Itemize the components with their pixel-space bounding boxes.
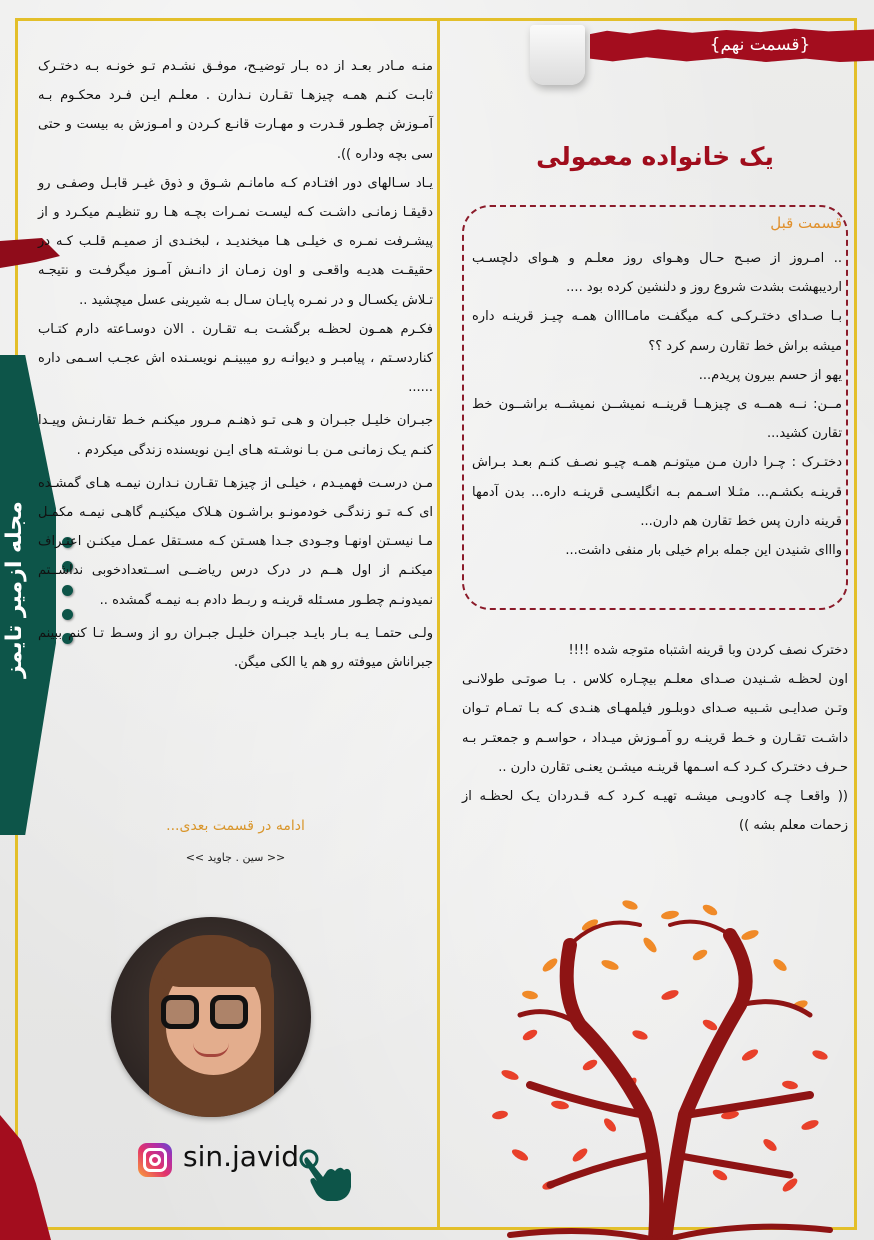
instagram-icon[interactable] [138, 1143, 172, 1177]
paragraph: مـن درسـت فهمیـدم ، خیلـی از چیزهـا تقـارن نـدارن نیمـه هـای گمشـده ای کـه تـو زندگـی خودمونـو براشـون هـلاک میکنیـم گاهـی نیمـه مکمـل مـا نیسـتن اونهـا وجـودی جـدا هسـتن کـه مسـتقل عمـل میکنـن اعتـراف میکنـم از اول هــم در درک درس ریاضــی اســتعدادخوبی نداشــتم نمیدونـم چطـور مسـئله قرینـه و ربـط دادم بـه نیمـه گمشده .. [38, 475, 433, 608]
author-signature: << سین . جاوید >> [185, 851, 286, 864]
instagram-handle-link[interactable]: sin.javid [183, 1140, 300, 1173]
paragraph: مــن: نــه همــه ی چیزهــا قرینــه نمیشــن نمیشــه براشــون خط تقارن کشید... [472, 397, 842, 442]
hand-pointer-icon [297, 1147, 353, 1203]
paragraph: (( واقعـا چـه کادویـی میشـه تهیـه کـرد کـه قـدردان یـک لحظـه از زحمات معلم بشه )) [462, 789, 848, 834]
paragraph: اون لحظـه شـنیدن صـدای معلـم بیچـاره کلاس . بـا صوتـی طولانـی وتـن صدایـی شـبیه صـدای دوبلـور فیلمهـای هنـدی کـه بـا تمـام تـوان داشـت تقـارن و خـط قرینـه رو آمـوزش میـداد ، حواسـم و جمعتـر بـه حـرف دختـرک کـرد کـه اسـمها قرینـه میشـن یعنـی تقارن دارن .. [462, 672, 848, 775]
paragraph: یـاد سـالهای دور افتـادم کـه مامانـم شـوق و ذوق غیـر قابـل وصفـی رو دقیقـا زمانـی داشـت کـه لیسـت نمـرات بچـه هـا رو تنظیـم میکـرد و از پیشـرفت نمـره ی خیلـی هـا میخندیـد ، لبخنـدی از صمیـم قلـب کـه در حقیقـت هدیـه واقعـی و اون زمـان از دانـش آمـوز میگرفـت و نتیجـه تـلاش یکسـال و در نمـره پایـان سـال بـه شیرینی عسل میچشید .. [38, 175, 433, 308]
tree-illustration [470, 885, 850, 1240]
paragraph: دختـرک : چـرا دارن مـن میتونـم همـه چیـو نصـف کنـم بعـد بـراش قرینـه بکشـم... مثـلا اسـمم بـه انگلیسـی قرینـه داره... بدن آدمها قرینه دارن پس خط تقارن هم دارن... [472, 455, 842, 529]
right-column-text [462, 636, 848, 840]
paragraph: منـه مـادر بعـد از ده بـار توضیـح، موفـق نشـدم تـو خونـه بـه دختـرک ثابـت کنـم همـه چیزهـا تقـارن نـدارن . معلـم ایـن فـرد محکـوم بـه آمـوزش چطـور قـدرت و مهـارت قانـع کـردن و امـوزش به بیست و حتی سی بچه وداره )). [38, 59, 433, 162]
previous-episode-text [472, 244, 842, 565]
continue-next-episode: ادامه در قسمت بعدی... [166, 818, 305, 834]
left-column-text [38, 52, 433, 677]
paragraph: بـا صـدای دختـرکـی کـه میگفـت مامـاااان همـه چیـز قرینـه داره میشه براش خط تقارن رسم کرد ؟؟ [472, 309, 842, 354]
magazine-name: مجله ازمیر تایمز [2, 501, 27, 679]
author-avatar [111, 917, 311, 1117]
paper-curl-decoration [530, 25, 585, 85]
story-title: یک خانواده معمولی [536, 142, 774, 171]
paragraph: جبـران خلیـل جبـران و هـی تـو ذهنـم مـرور میکنـم خـط تقارنـش وپیـدا کنـم یـک زمانـی مـن بـا نوشـته هـای ایـن نویسنده زندگی میکردم . [38, 413, 433, 458]
paragraph: .. امـروز از صبـح حـال وهـوای روز معلـم و هـوای دلچسـب اردیبهشت بشدت شروع روز و دلنشین کرده بود .... [472, 251, 842, 296]
paragraph: وااای شنیدن این جمله برام خیلی بار منفی داشت... [565, 543, 842, 559]
column-divider [437, 18, 440, 1230]
paragraph: فکـرم همـون لحظـه برگشـت بـه تقـارن . الان دوسـاعته دارم کتـاب کناردسـتم ، پیامبـر و دیوانـه رو میبینـم نویسـنده اش عجـب اسـمی داره ...... [38, 321, 433, 396]
paragraph: دخترک نصف کردن وبا قرینه اشتباه متوجه شده !!!! [568, 643, 848, 658]
paragraph: یهو از حسم بیرون پریدم... [698, 367, 842, 383]
previous-episode-heading: قسمت قبل [770, 214, 842, 232]
episode-label: {قسمت نهم} [709, 35, 811, 55]
paragraph: ولـی حتمـا یـه بـار بایـد جبـران خلیـل جبـران رو از وسـط تـا کنم ببینم جبراناش میوفته رو هم یا الکی میگن. [38, 625, 433, 671]
